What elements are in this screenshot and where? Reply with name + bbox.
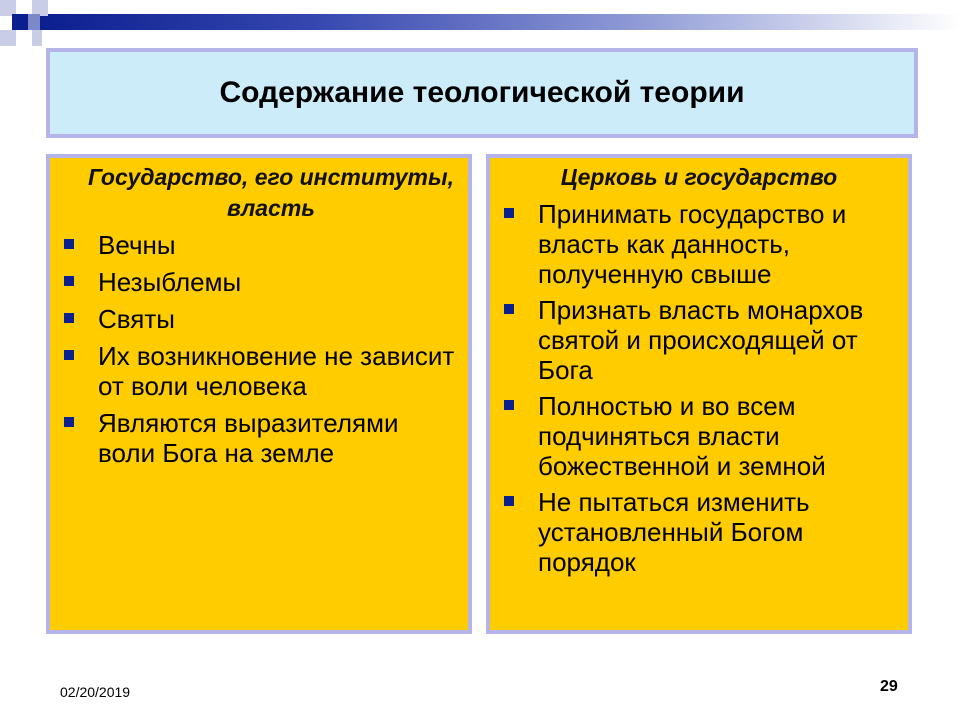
square-bullet-icon	[504, 496, 514, 506]
list-item	[98, 341, 460, 401]
list-item	[98, 267, 460, 297]
left-panel	[46, 154, 472, 634]
left-panel-list	[50, 230, 468, 468]
list-item	[538, 295, 900, 385]
right-panel-list	[490, 199, 908, 577]
square-bullet-icon	[64, 350, 74, 360]
slide-title: Содержание теологической теории	[219, 76, 745, 109]
list-item-text: Являются выразителями воли Бога на земле	[98, 408, 399, 468]
right-panel-heading: Церковь и государство	[560, 164, 838, 190]
list-item-text: Не пытаться изменить установленный Богом порядок	[538, 487, 810, 577]
decor-square	[32, 30, 42, 46]
square-bullet-icon	[504, 208, 514, 218]
list-item	[538, 391, 900, 481]
list-item	[538, 487, 900, 577]
list-item-text: Незыблемы	[98, 267, 242, 297]
right-panel	[486, 154, 912, 634]
list-item	[98, 408, 460, 468]
list-item-text: Вечны	[98, 230, 176, 260]
square-bullet-icon	[64, 239, 74, 249]
square-bullet-icon	[504, 400, 514, 410]
list-item-text: Их возникновение не зависит от воли человека	[98, 341, 455, 401]
square-bullet-icon	[504, 304, 514, 314]
left-panel-heading: Государство, его институты, власть	[87, 164, 455, 221]
list-item	[538, 199, 900, 289]
list-item-text: Святы	[98, 304, 175, 334]
square-bullet-icon	[64, 313, 74, 323]
footer-date: 02/20/2019	[60, 684, 131, 700]
decor-square	[0, 30, 16, 46]
square-bullet-icon	[64, 276, 74, 286]
list-item-text: Полностью и во всем подчиняться власти божественной и земной	[538, 391, 826, 481]
page-number: 29	[880, 678, 898, 695]
decor-square	[16, 30, 32, 46]
square-bullet-icon	[64, 417, 74, 427]
decor-square	[28, 14, 40, 30]
slide-title-box	[46, 48, 918, 138]
list-item-text: Признать власть монархов святой и происходящей от Бога	[538, 295, 864, 385]
list-item	[98, 230, 460, 260]
header-gradient-band	[40, 14, 960, 30]
list-item-text: Принимать государство и власть как данность, полученную свыше	[538, 199, 847, 289]
decor-square	[12, 14, 28, 30]
list-item	[98, 304, 460, 334]
